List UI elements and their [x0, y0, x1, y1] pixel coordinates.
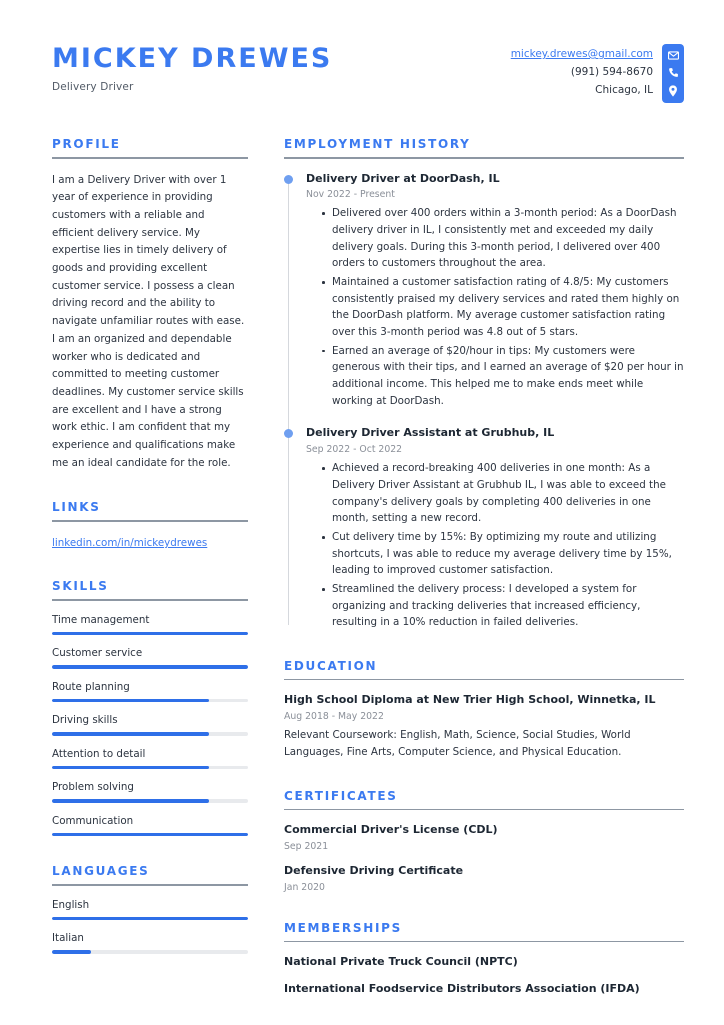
section-heading-certificates: CERTIFICATES: [284, 788, 398, 803]
membership-item: International Foodservice Distributors Association (IFDA): [284, 982, 640, 996]
skill-item-level-bar: [52, 766, 248, 770]
employment-entry: [306, 172, 684, 410]
section-languages: [52, 864, 248, 954]
certificate-title: Defensive Driving Certificate: [284, 864, 464, 877]
contact-phone: (991) 594-8670: [570, 66, 653, 79]
bullet-item: Earned an average of $20/hour in tips: My customers were generous with their tips, and I earned an average of $20 per hour in additional income. This helped me to make ends meet while working at DoorDash.: [322, 343, 684, 410]
language-item-label: Italian: [52, 932, 84, 945]
bullet-item: Delivered over 400 orders within a 3-month period: As a DoorDash delivery driver in IL, I consistently met and exceeded my daily delivery goals. During this 3-month period, I delivered over 400 orders to customers throughout the area.: [322, 205, 684, 272]
education-description: Relevant Coursework: English, Math, Science, Social Studies, World Languages, Fine Arts, Computer Science, and Physical Education.: [284, 729, 631, 758]
employment-entry: [306, 426, 684, 631]
skill-item: [52, 647, 248, 669]
employment-title: Delivery Driver Assistant at Grubhub, IL: [306, 426, 555, 440]
skill-item-level-bar: [52, 833, 248, 837]
envelope-icon: [668, 51, 679, 60]
bullet-item: Cut delivery time by 15%: By optimizing my route and utilizing shortcuts, I was able to reduce my average delivery time by 15%, leading to improved customer satisfaction.: [322, 529, 684, 579]
language-item-level-fill: [52, 950, 91, 954]
skill-item-level-fill: [52, 732, 209, 736]
skill-item: [52, 781, 248, 803]
candidate-job-title: Delivery Driver: [52, 81, 134, 94]
employment-date: Sep 2022 - Oct 2022: [306, 444, 403, 456]
skill-item-level-bar: [52, 732, 248, 736]
skill-item-label: Problem solving: [52, 781, 134, 794]
skill-item-level-fill: [52, 665, 248, 669]
section-divider: [52, 157, 248, 159]
skill-item-label: Attention to detail: [52, 747, 146, 760]
certificate-date: Sep 2021: [284, 841, 329, 852]
timeline-dot-icon: [284, 175, 293, 184]
skill-item-label: Route planning: [52, 680, 130, 693]
language-item-level-bar: [52, 950, 248, 954]
phone-icon: [668, 67, 679, 78]
certificate-date: Jan 2020: [284, 881, 325, 893]
education-title: High School Diploma at New Trier High School, Winnetka, IL: [284, 693, 656, 707]
certificate-title: Commercial Driver's License (CDL): [284, 823, 498, 837]
section-memberships: [284, 921, 684, 997]
contact-location: Chicago, IL: [595, 84, 653, 97]
language-item-level-fill: [52, 917, 248, 921]
contact-icon-bar: [662, 44, 684, 103]
section-heading-profile: PROFILE: [52, 137, 121, 151]
section-links: [52, 500, 248, 551]
section-divider: [284, 809, 684, 811]
education-entry: [284, 693, 684, 760]
skill-item: [52, 681, 248, 703]
resume-body: [52, 137, 684, 1025]
profile-summary-text: I am a Delivery Driver with over 1 year of experience in providing customers with a reliable and efficient delivery service. My expertise lies in timely delivery of goods and providing excellent customer service. I possess a clean driving record and the ability to navigate unfamiliar routes with ease. I am an organized and dependable worker who is dedicated and committed to meeting customer deadlines. My customer service skills are excellent and I have a strong work ethic. I am confident that my experience and qualifications make me an ideal candidate for the role.: [52, 173, 245, 469]
language-item: [52, 932, 248, 954]
employment-bullets: [306, 460, 684, 631]
language-item-level-bar: [52, 917, 248, 921]
section-heading-links: LINKS: [52, 500, 101, 515]
section-skills: [52, 579, 248, 836]
bullet-item: Achieved a record-breaking 400 deliveries in one month: As a Delivery Driver Assistant at Grubhub IL, I was able to exceed the company's delivery goals by completing 400 deliveries in one month, setting a new record.: [322, 460, 684, 527]
section-divider: [284, 157, 684, 159]
section-heading-employment: EMPLOYMENT HISTORY: [284, 137, 471, 151]
skill-item-level-fill: [52, 799, 209, 803]
candidate-name: MICKEY DREWES: [52, 43, 333, 74]
section-heading-education: EDUCATION: [284, 658, 378, 673]
employment-title: Delivery Driver at DoorDash, IL: [306, 171, 500, 185]
membership-item: National Private Truck Council (NPTC): [284, 955, 518, 969]
main-column: [284, 137, 684, 1025]
language-item-label: English: [52, 898, 90, 911]
section-divider: [52, 520, 248, 522]
education-list: [284, 693, 684, 760]
section-profile: [52, 137, 248, 472]
skills-list: [52, 614, 248, 837]
employment-bullets: [306, 205, 684, 409]
skill-item-label: Time management: [52, 613, 150, 626]
skill-item-level-fill: [52, 632, 248, 636]
skill-item-level-fill: [52, 766, 209, 770]
bullet-item: Streamlined the delivery process: I developed a system for organizing and tracking deliveries that increased efficiency, resulting in a 10% reduction in failed deliveries.: [322, 581, 684, 631]
skill-item-label: Driving skills: [52, 714, 118, 727]
skill-item-label: Communication: [52, 814, 134, 827]
skill-item-label: Customer service: [52, 647, 143, 660]
link-item[interactable]: linkedin.com/in/mickeydrewes: [52, 536, 208, 549]
language-item: [52, 899, 248, 921]
contact-block: [511, 38, 684, 103]
education-date: Aug 2018 - May 2022: [284, 711, 384, 723]
section-heading-memberships: MEMBERSHIPS: [284, 920, 402, 935]
timeline-dot-icon: [284, 429, 293, 438]
skill-item-level-fill: [52, 699, 209, 703]
skill-item-level-fill: [52, 833, 248, 837]
skill-item-level-bar: [52, 699, 248, 703]
section-divider: [52, 599, 248, 601]
location-pin-icon: [668, 85, 678, 97]
resume-header: [52, 38, 684, 103]
section-education: [284, 659, 684, 761]
skill-item: [52, 815, 248, 837]
section-certificates: [284, 789, 684, 893]
skill-item-level-bar: [52, 799, 248, 803]
certificate-entry: [284, 823, 684, 852]
skill-item: [52, 748, 248, 770]
skill-item-level-bar: [52, 632, 248, 636]
section-employment-history: [284, 137, 684, 631]
section-heading-skills: SKILLS: [52, 579, 109, 594]
sidebar-column: [52, 137, 248, 982]
skill-item: [52, 714, 248, 736]
certificates-list: [284, 823, 684, 893]
section-divider: [284, 941, 684, 943]
bullet-item: Maintained a customer satisfaction rating of 4.8/5: My customers consistently praised my delivery services and rated them highly on the DoorDash platform. My average customer satisfaction rating over this 3-month period was 4.8 out of 5 stars.: [322, 274, 684, 341]
contact-details: [511, 44, 653, 99]
languages-list: [52, 899, 248, 954]
employment-timeline: [284, 172, 684, 631]
section-heading-languages: LANGUAGES: [52, 864, 150, 879]
memberships-list: [284, 955, 684, 997]
contact-email[interactable]: mickey.drewes@gmail.com: [510, 48, 653, 60]
section-divider: [52, 884, 248, 886]
skill-item-level-bar: [52, 665, 248, 669]
certificate-entry: [284, 864, 684, 893]
section-divider: [284, 679, 684, 681]
identity-block: [52, 38, 332, 93]
skill-item: [52, 614, 248, 636]
employment-date: Nov 2022 - Present: [306, 189, 395, 201]
